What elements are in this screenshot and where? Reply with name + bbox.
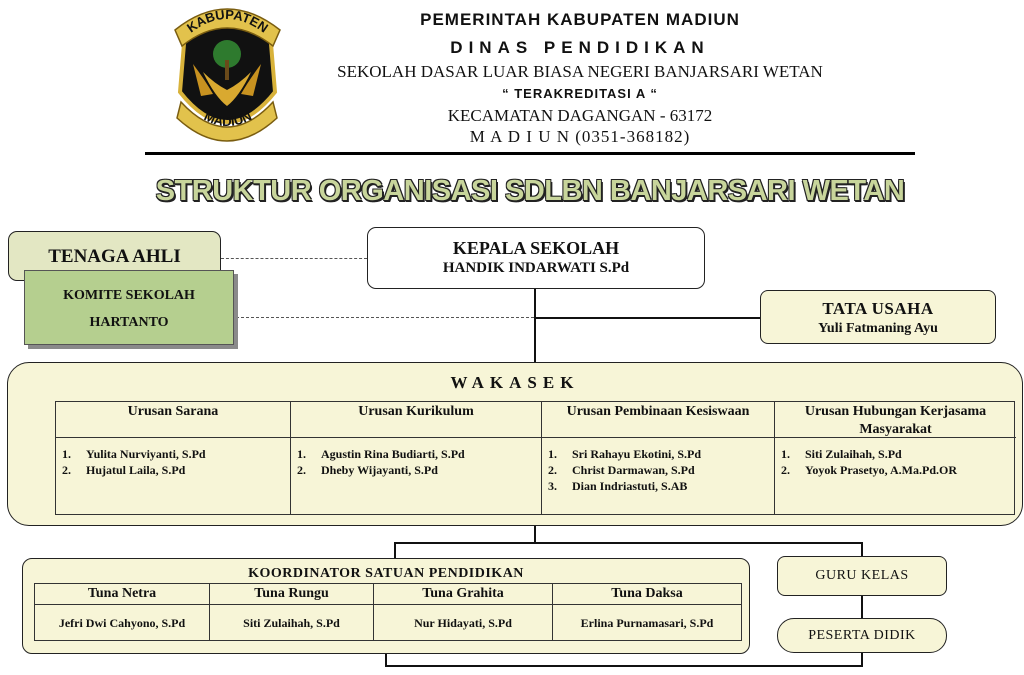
koordinator-column-tuna-rungu	[210, 584, 374, 640]
wakasek-column-heading: Urusan Kurikulum	[291, 402, 541, 438]
connector-bottom-right	[861, 653, 863, 667]
wakasek-column-humas	[775, 402, 1016, 514]
chart-title: STRUKTUR ORGANISASI SDLBN BANJARSARI WETAN	[155, 175, 905, 207]
komite-sekolah-name: HARTANTO	[89, 315, 169, 330]
svg-text:KABUPATEN: KABUPATEN	[184, 6, 271, 36]
connector-kepala-wakasek	[534, 289, 536, 362]
koordinator-column-tuna-daksa	[553, 584, 741, 640]
wakasek-column-heading: Urusan Hubungan Kerjasama Masyarakat	[775, 402, 1016, 438]
list-item: 3. Dian Indriastuti, S.AB	[548, 479, 688, 493]
dashed-link-tenaga-ahli	[221, 258, 367, 259]
tata-usaha-box	[760, 290, 996, 344]
list-item: 1. Yulita Nurviyanti, S.Pd	[62, 447, 206, 461]
svg-text:MADIUN: MADIUN	[201, 108, 254, 130]
koordinator-table	[34, 583, 742, 641]
peserta-didik-box	[777, 618, 947, 653]
header-divider	[145, 152, 915, 155]
connector-tata-usaha	[535, 317, 761, 319]
list-item: 1. Sri Rahayu Ekotini, S.Pd	[548, 447, 702, 461]
wakasek-column-kesiswaan	[542, 402, 775, 514]
header-government: PEMERINTAH KABUPATEN MADIUN	[420, 10, 740, 29]
header-school-name: SEKOLAH DASAR LUAR BIASA NEGERI BANJARSARI WETAN	[337, 62, 823, 81]
koordinator-column-name: Jefri Dwi Cahyono, S.Pd	[58, 616, 186, 630]
kabupaten-madiun-emblem-icon	[165, 2, 290, 142]
tata-usaha-name: Yuli Fatmaning Ayu	[818, 321, 938, 336]
tenaga-ahli-label: TENAGA AHLI	[48, 246, 181, 267]
koordinator-column-name: Erlina Purnamasari, S.Pd	[580, 616, 714, 630]
koordinator-column-heading: Tuna Daksa	[553, 584, 741, 605]
peserta-didik-label: PESERTA DIDIK	[808, 628, 916, 643]
header-city-phone: M A D I U N (0351-368182)	[469, 127, 691, 146]
koordinator-column-name: Nur Hidayati, S.Pd	[414, 616, 512, 630]
komite-sekolah-box	[24, 270, 234, 345]
wakasek-table	[55, 401, 1015, 515]
koordinator-column-name: Siti Zulaihah, S.Pd	[243, 616, 340, 630]
list-item: 1. Siti Zulaihah, S.Pd	[781, 447, 902, 461]
wakasek-column-kurikulum	[291, 402, 542, 514]
koordinator-column-heading: Tuna Rungu	[210, 584, 373, 605]
header-department: DINAS PENDIDIKAN	[450, 38, 710, 57]
guru-kelas-label: GURU KELAS	[815, 568, 909, 583]
komite-sekolah-label: KOMITE SEKOLAH	[63, 288, 195, 303]
connector-horizontal-bus	[394, 542, 863, 544]
connector-to-koordinator	[394, 542, 396, 559]
kepala-sekolah-box	[367, 227, 705, 289]
koordinator-title: KOORDINATOR SATUAN PENDIDIKAN	[248, 566, 524, 581]
wakasek-column-heading: Urusan Sarana	[56, 402, 290, 438]
koordinator-column-tuna-grahita	[374, 584, 553, 640]
koordinator-box	[22, 558, 750, 654]
list-item: 2. Hujatul Laila, S.Pd	[62, 463, 186, 477]
connector-bottom-bus	[385, 665, 863, 667]
koordinator-column-heading: Tuna Netra	[35, 584, 209, 605]
wakasek-column-sarana	[56, 402, 291, 514]
wakasek-box	[7, 362, 1023, 526]
connector-wakasek-down	[534, 526, 536, 543]
connector-guru-peserta	[861, 596, 863, 618]
list-item: 2. Dheby Wijayanti, S.Pd	[297, 463, 438, 477]
list-item: 1. Agustin Rina Budiarti, S.Pd	[297, 447, 465, 461]
tata-usaha-label: TATA USAHA	[822, 299, 934, 318]
koordinator-column-heading: Tuna Grahita	[374, 584, 552, 605]
dashed-link-komite	[236, 317, 534, 318]
header-accreditation: “ TERAKREDITASI A “	[502, 86, 658, 101]
koordinator-column-tuna-netra	[35, 584, 210, 640]
list-item: 2. Yoyok Prasetyo, A.Ma.Pd.OR	[781, 463, 957, 477]
guru-kelas-box	[777, 556, 947, 596]
connector-right-vertical	[861, 542, 863, 557]
wakasek-column-heading: Urusan Pembinaan Kesiswaan	[542, 402, 774, 438]
wakasek-title: WAKASEK	[450, 373, 580, 392]
kepala-sekolah-name: HANDIK INDARWATI S.Pd	[442, 260, 630, 276]
kepala-sekolah-label: KEPALA SEKOLAH	[452, 238, 620, 258]
header-district: KECAMATAN DAGANGAN - 63172	[447, 106, 713, 125]
list-item: 2. Christ Darmawan, S.Pd	[548, 463, 695, 477]
